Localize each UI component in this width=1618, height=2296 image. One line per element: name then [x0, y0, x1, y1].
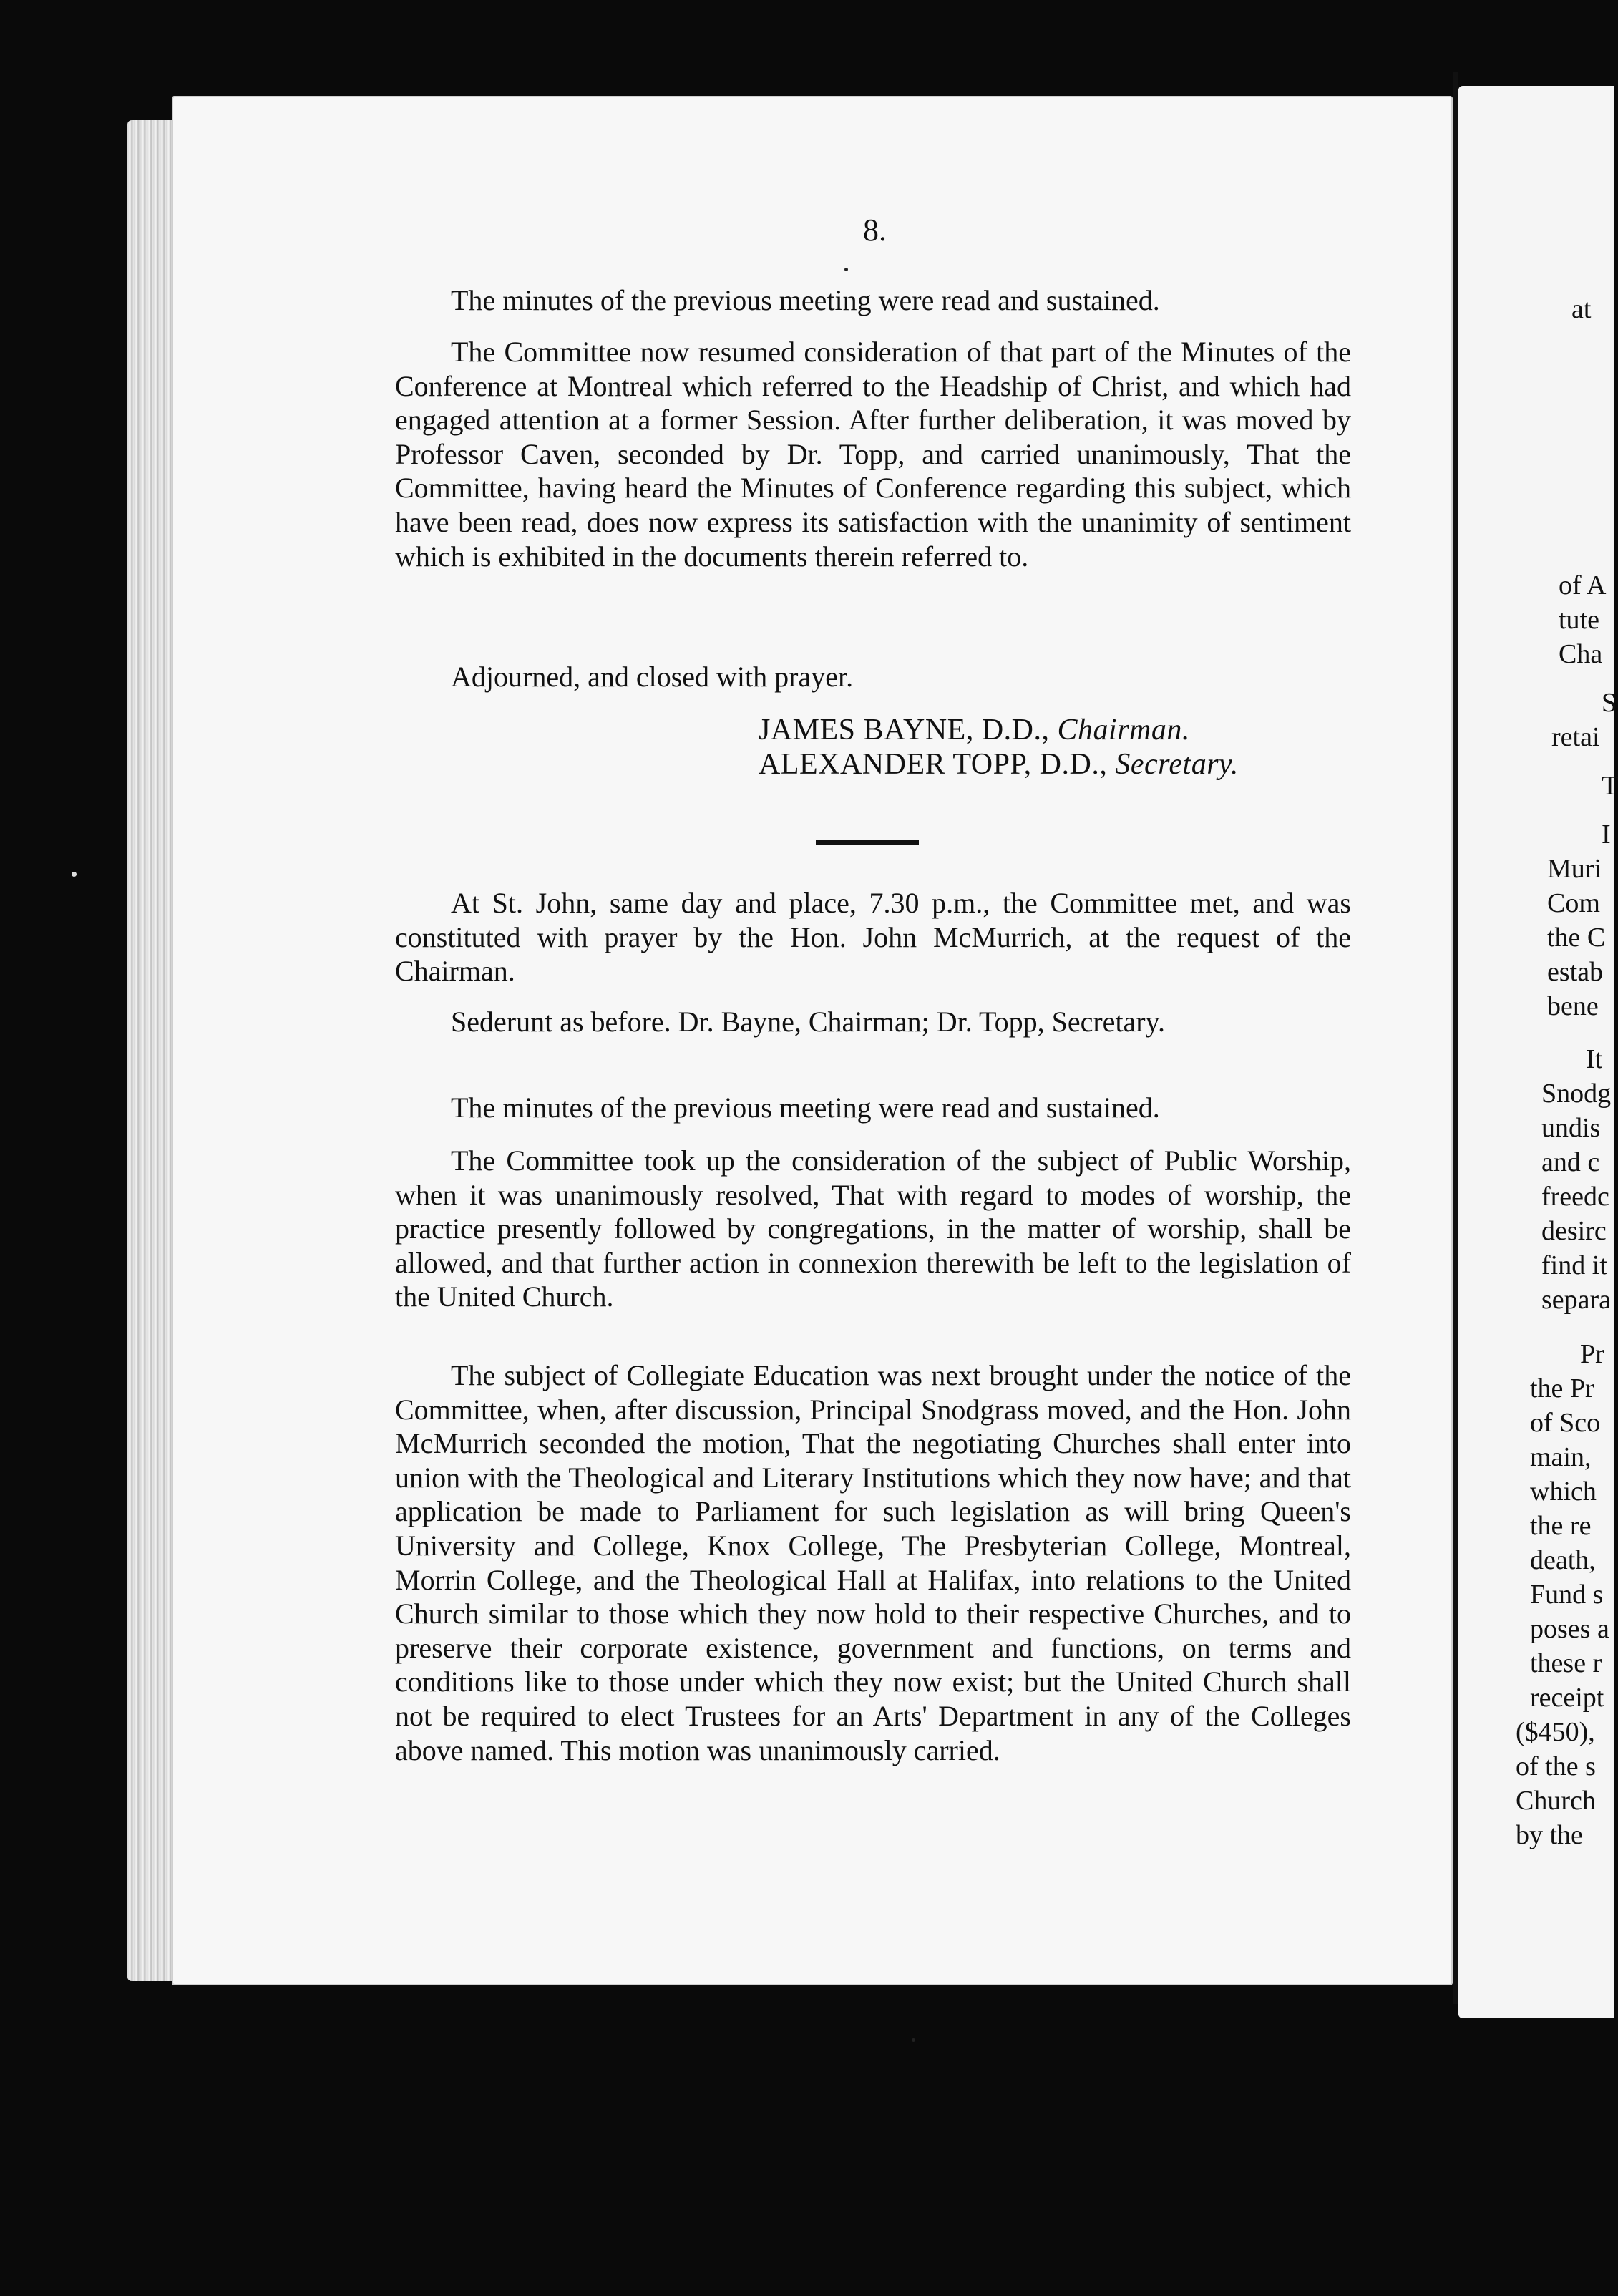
paragraph-adjourned: Adjourned, and closed with prayer.: [451, 661, 854, 693]
right-page-fragment: and c: [1541, 1147, 1600, 1177]
right-page-fragment: receipt: [1530, 1683, 1604, 1713]
right-page-fragment: of the s: [1516, 1751, 1596, 1781]
right-page-fragment: Cha: [1559, 639, 1603, 669]
right-page-fragment: desirc: [1541, 1216, 1607, 1246]
right-page-fragment: I: [1602, 819, 1611, 850]
paragraph-st-john-meeting: At St. John, same day and place, 7.30 p.m., the Committee met, and was constituted with prayer by the Hon. John McMurrich, at the request of the Chairman.: [395, 887, 1351, 988]
book-gutter: [1453, 72, 1458, 2004]
right-page-fragment: Pr: [1580, 1339, 1604, 1369]
right-page-fragment: Snodg: [1541, 1079, 1612, 1109]
right-page-fragment: S: [1602, 688, 1617, 718]
right-page-fragment: the re: [1530, 1511, 1592, 1541]
signature-name: JAMES BAYNE, D.D.,: [759, 714, 1050, 746]
right-page-fragment: find it: [1541, 1250, 1607, 1280]
right-page-fragment: by the: [1516, 1820, 1583, 1850]
right-page-fragment: at: [1571, 294, 1592, 324]
right-page-fragment: of Sco: [1530, 1408, 1601, 1438]
right-page-fragment: Church: [1516, 1786, 1596, 1816]
right-page-fragment: estab: [1547, 957, 1604, 987]
paragraph-headship-of-christ: The Committee now resumed consideration of that part of the Minutes of the Conference at Montreal which referred to the Headship of Christ, and which had engaged attention at a former Session. After further deliberation, it was moved by Professor Caven, seconded by Dr. Topp, and carried unanimously, That the Committee, having heard the Minutes of Conference regarding this subject, which have been read, does now express its satisfaction with the unanimity of sentiment which is exhibited in the documents therein referred to.: [395, 336, 1351, 573]
right-page-fragment: main,: [1530, 1442, 1592, 1472]
right-page-fragment: tute: [1559, 605, 1599, 635]
print-speck: [72, 872, 77, 877]
page-number: 8.: [863, 213, 887, 248]
paragraph-collegiate-education: The subject of Collegiate Education was next brought under the notice of the Committee, when, after discussion, Principal Snodgrass moved, and the Hon. John McMurrich seconded the motion, That the negotiating Churches shall enter into union with the Theological and Literary Institutions which they now have; and that application be made to Parliament for such legislation as will bring Queen's University and College, Knox College, The Presbyterian College, Montreal, Morrin College, and the Theological Hall at Halifax, into relations to the United Church similar to those which they now hold to their respective Churches, and to preserve their corporate existence, government and functions, on terms and conditions like to those under which they now exist; but the United Church shall not be required to elect Trustees for an Arts' Department in any of the Colleges above named. This motion was unanimously carried.: [395, 1359, 1351, 1766]
right-page-fragment: bene: [1547, 991, 1599, 1021]
right-page-fragment: retai: [1551, 722, 1600, 752]
right-page-fragment: the Pr: [1530, 1373, 1594, 1404]
right-page-fragment: of A: [1559, 570, 1607, 600]
right-page-fragment: these r: [1530, 1648, 1602, 1678]
right-page-fragment: freedc: [1541, 1182, 1609, 1212]
right-page: [1458, 86, 1618, 2018]
right-page-fragment: undis: [1541, 1113, 1601, 1143]
page-edges: [127, 120, 177, 1981]
signature-role: Chairman.: [1057, 714, 1190, 746]
paragraph-public-worship: The Committee took up the consideration of the subject of Public Worship, when it was unanimously resolved, That with regard to modes of worship, the practice presently followed by congregations, in the matter of worship, shall be allowed, and that further action in connexion therewith be left to the legislation of the United Church.: [395, 1144, 1351, 1313]
paragraph-sederunt: Sederunt as before. Dr. Bayne, Chairman; Dr. Topp, Secretary.: [451, 1006, 1166, 1038]
print-speck: [844, 268, 848, 271]
right-page-fragment: ($450),: [1516, 1717, 1595, 1747]
right-page-fragment: Com: [1547, 888, 1600, 918]
signature-secretary: [759, 747, 1239, 782]
signature-role: Secretary.: [1115, 748, 1239, 781]
right-page-fragment: death,: [1530, 1545, 1596, 1575]
right-page-fragment: Muri: [1547, 854, 1602, 884]
right-page-fragment: T: [1602, 771, 1618, 801]
print-speck: [912, 2038, 915, 2042]
right-page-fragment: separa: [1541, 1285, 1612, 1315]
paragraph-minutes-sustained-2: The minutes of the previous meeting were read and sustained.: [451, 1091, 1160, 1124]
right-page-fragment: Fund s: [1530, 1580, 1604, 1610]
signature-name: ALEXANDER TOPP, D.D.,: [759, 748, 1108, 781]
paragraph-minutes-sustained-1: The minutes of the previous meeting were read and sustained.: [451, 284, 1160, 316]
right-page-fragment: It: [1586, 1044, 1603, 1074]
section-divider: [816, 840, 919, 845]
signature-chairman: [759, 713, 1190, 747]
right-page-fragment: the C: [1547, 923, 1606, 953]
right-page-fragment: poses a: [1530, 1614, 1609, 1644]
right-page-fragment: which: [1530, 1477, 1597, 1507]
